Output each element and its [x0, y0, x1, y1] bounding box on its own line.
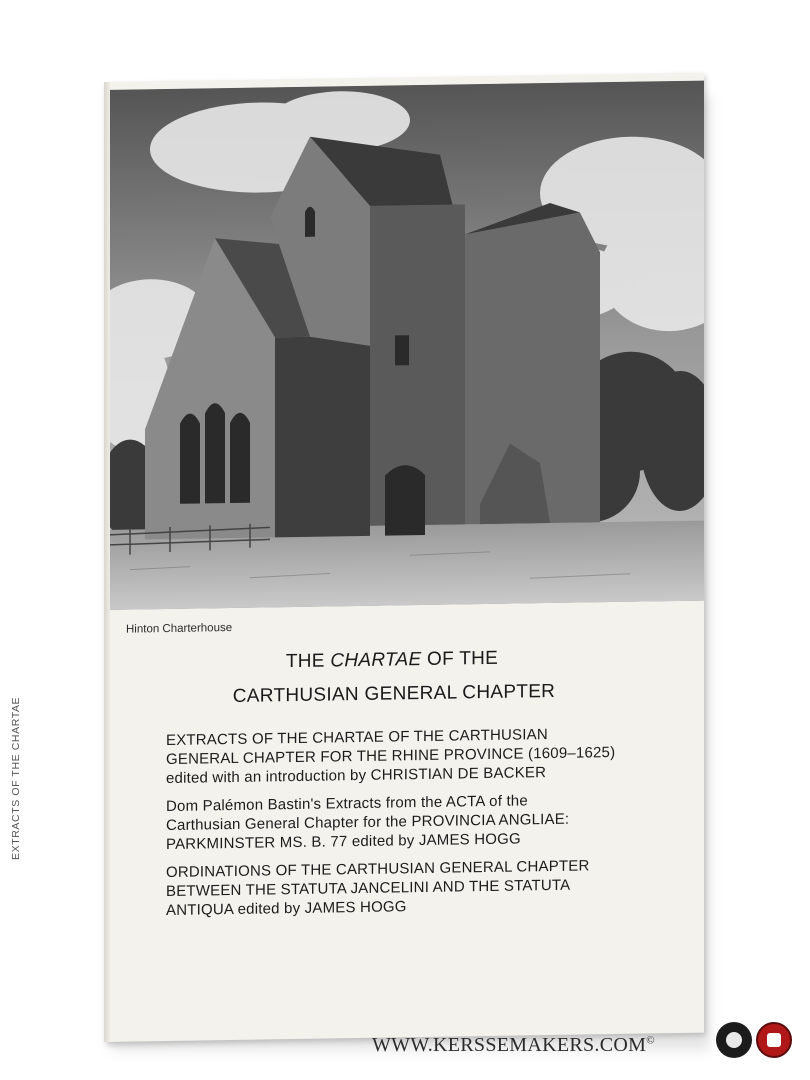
- book-cover: [104, 73, 704, 1042]
- contents-line: PARKMINSTER MS. B. 77 edited by JAMES HOGG: [166, 830, 521, 854]
- title-pre: THE: [285, 650, 331, 673]
- title-post: OF THE: [421, 647, 499, 671]
- title-line-2: CARTHUSIAN GENERAL CHAPTER: [232, 680, 556, 707]
- watermark-link[interactable]: [372, 1034, 655, 1057]
- contents-block-2: [166, 791, 569, 854]
- booksellers-association-icon: [756, 1022, 792, 1058]
- church-photo-illustration: [110, 80, 704, 609]
- spine-side-text: EXTRACTS OF THE CHARTAE: [10, 696, 22, 860]
- copyright-symbol: ©: [646, 1034, 655, 1047]
- contents-line: GENERAL CHAPTER FOR THE RHINE PROVINCE (1609–1625): [166, 743, 616, 769]
- contents-line: BETWEEN THE STATUTA JANCELINI AND THE STATUTA: [166, 876, 571, 901]
- cover-photo: [110, 80, 704, 609]
- antiquarian-seal-icon: [716, 1022, 752, 1058]
- contents-line: Carthusian General Chapter for the PROVINCIA ANGLIAE:: [166, 810, 570, 835]
- title-line-1: [104, 645, 692, 676]
- watermark-text: WWW.KERSSEMAKERS.COM: [372, 1034, 647, 1056]
- photo-caption: Hinton Charterhouse: [126, 621, 233, 636]
- contents-line: ORDINATIONS OF THE CARTHUSIAN GENERAL CHAPTER: [166, 857, 590, 882]
- title-italic: CHARTAE: [330, 649, 422, 672]
- contents-line: edited with an introduction by CHRISTIAN DE BACKER: [166, 764, 547, 788]
- contents-block-3: [166, 856, 590, 920]
- contents-line: ANTIQUA edited by JAMES HOGG: [166, 898, 407, 920]
- contents-line: EXTRACTS OF THE CHARTAE OF THE CARTHUSIAN: [166, 726, 548, 750]
- contents-block-1: [166, 724, 615, 788]
- contents-line: Dom Palémon Bastin's Extracts from the ACTA of the: [166, 792, 528, 816]
